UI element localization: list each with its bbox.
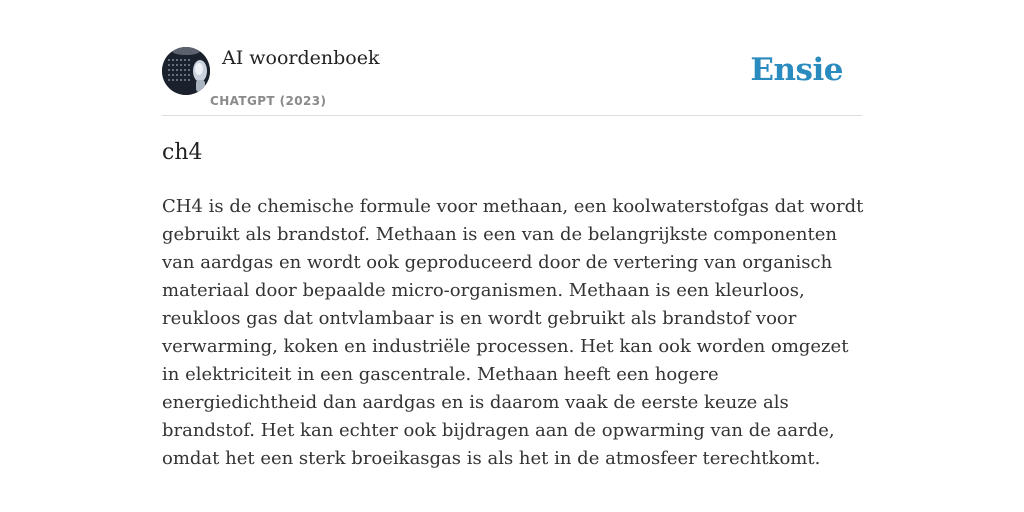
- site-subtitle: CHATGPT (2023): [210, 94, 327, 108]
- entry-term: ch4: [162, 140, 203, 165]
- brand-logo[interactable]: Ensie: [750, 52, 843, 88]
- entry-definition: CH4 is de chemische formule voor methaan, een koolwaterstofgas dat wordt gebruikt als brandstof. Methaan is een van de belangrijkste componenten van aardgas en wordt ook geproduceerd door de vertering van organisch materiaal door bepaalde micro-organismen. Methaan is een kleurloos, reukloos gas dat ontvlambaar is en wordt gebruikt als brandstof voor verwarming, koken en industriële processen. Het kan ook worden omgezet in elektriciteit in een gascentrale. Methaan heeft een hogere energiedichtheid dan aardgas en is daarom vaak de eerste keuze als brandstof. Het kan echter ook bijdragen aan de opwarming van de aarde, omdat het een sterk broeikasgas is als het in de atmosfeer terechtkomt.: [162, 196, 864, 469]
- site-header: [162, 46, 862, 116]
- robot-avatar-icon[interactable]: [162, 47, 210, 95]
- site-title[interactable]: AI woordenboek: [222, 47, 380, 69]
